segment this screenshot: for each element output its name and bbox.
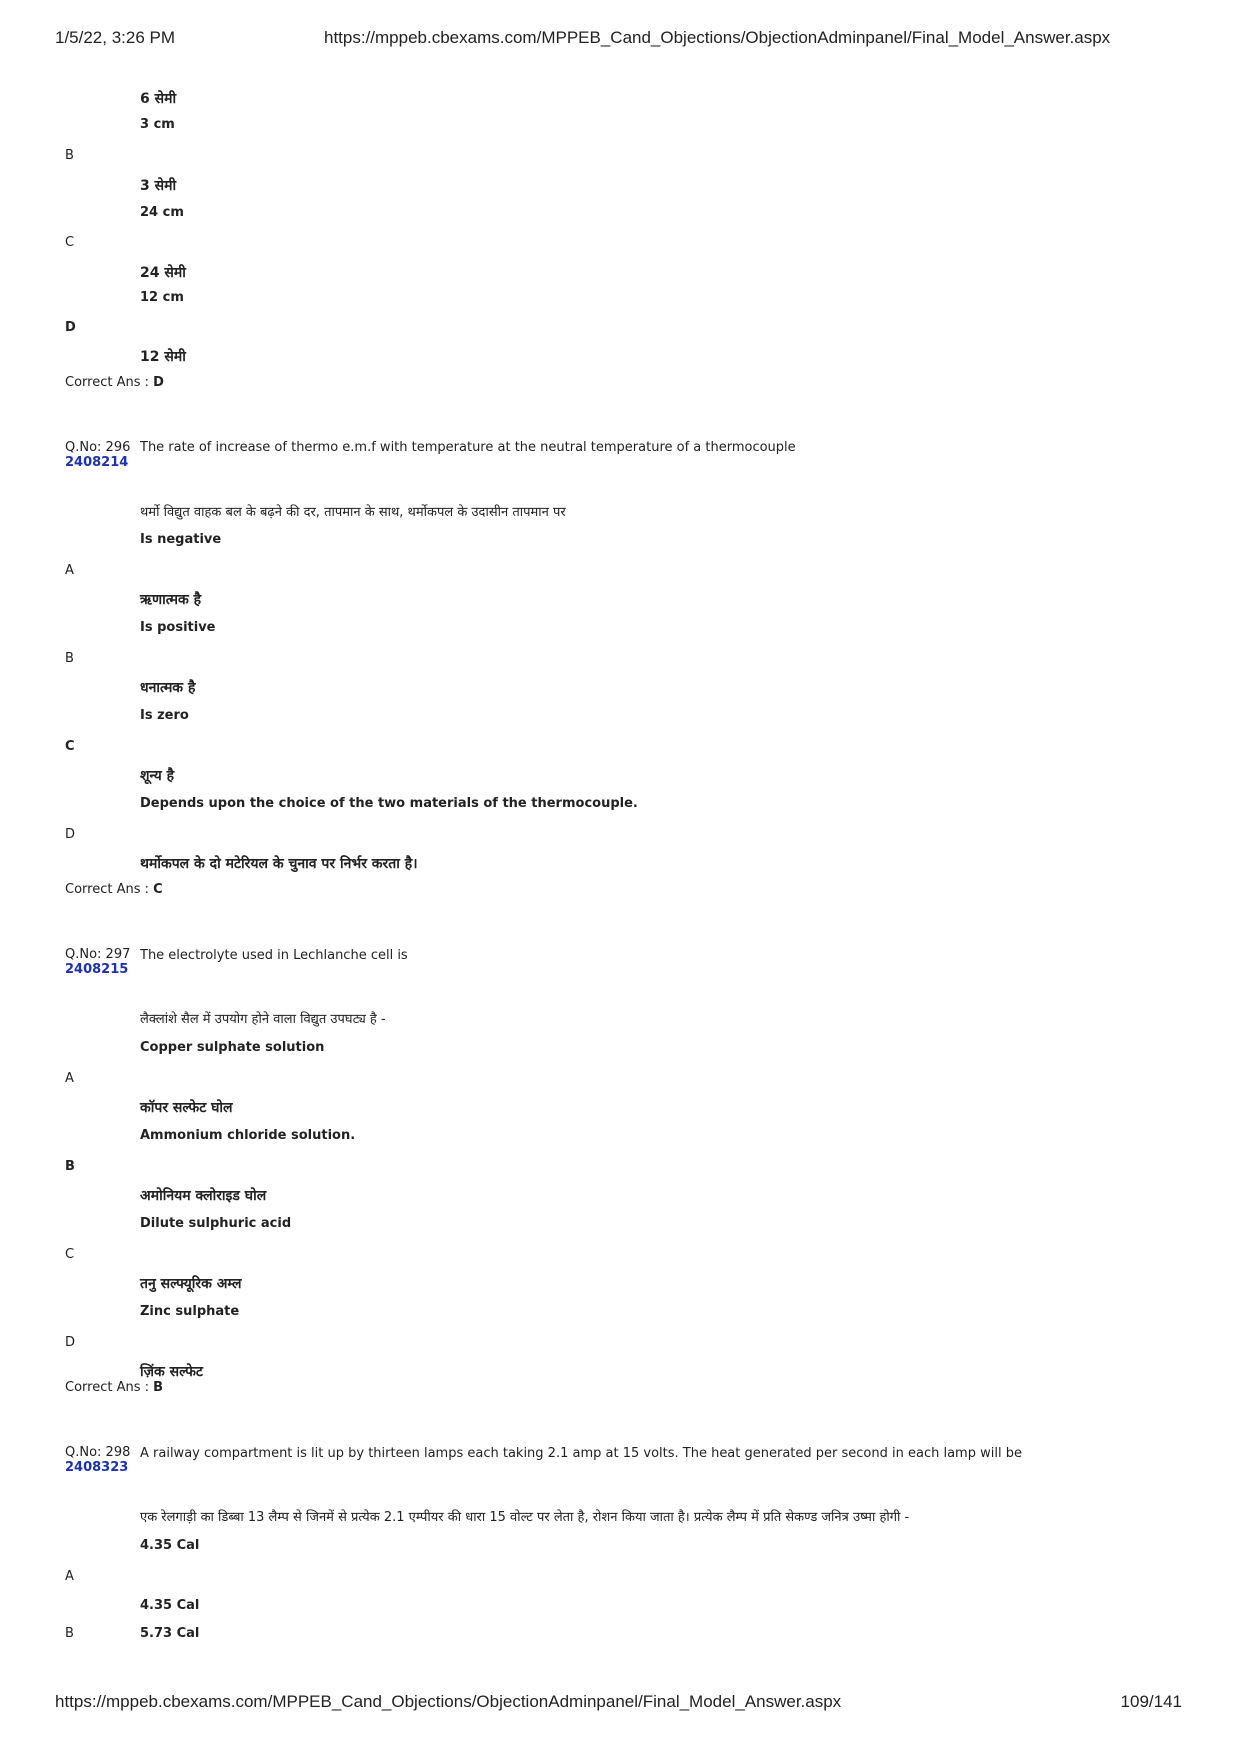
question-text: The electrolyte used in Lechlanche cell is (140, 948, 408, 963)
option-letter: C (65, 739, 75, 754)
question-number: Q.No: 297 2408215 (65, 947, 131, 977)
option-letter: B (65, 1626, 74, 1641)
print-footer (0, 1692, 1240, 1716)
option-text: 12 cm (140, 290, 184, 305)
correct-answer: Correct Ans : C (65, 882, 163, 897)
correct-answer: Correct Ans : B (65, 1380, 164, 1395)
option-text: Copper sulphate solution (140, 1040, 325, 1055)
option-text: 3 cm (140, 117, 175, 132)
option-text: Is positive (140, 620, 216, 635)
option-text: Dilute sulphuric acid (140, 1216, 292, 1231)
option-text: Is negative (140, 532, 222, 547)
option-letter: D (65, 320, 76, 335)
question-number: Q.No: 298 2408323 (65, 1445, 131, 1475)
option-letter: D (65, 1335, 76, 1350)
print-datetime: 1/5/22, 3:26 PM (55, 28, 176, 47)
option-text: 4.35 Cal (140, 1538, 200, 1553)
question-text: The rate of increase of thermo e.m.f with temperature at the neutral temperature of a thermocouple (140, 440, 796, 455)
option-letter: B (65, 1159, 75, 1174)
option-text-hindi: थर्मोकपल के दो मटेरियल के चुनाव पर निर्भर करता है। (140, 856, 418, 872)
option-text-hindi: तनु सल्फ्यूरिक अम्ल (140, 1276, 242, 1292)
option-letter: A (65, 563, 74, 578)
option-text-hindi: 24 सेमी (140, 265, 186, 281)
option-text-hindi: ज़िंक सल्फेट (140, 1364, 203, 1380)
option-letter: C (65, 1247, 75, 1262)
option-text-hindi: 6 सेमी (140, 91, 177, 107)
question-text-hindi: थर्मो विद्युत वाहक बल के बढ़ने की दर, तापमान के साथ, थर्मोकपल के उदासीन तापमान पर (140, 505, 566, 520)
option-text: 24 cm (140, 205, 184, 220)
option-letter: D (65, 827, 76, 842)
option-text: Ammonium chloride solution. (140, 1128, 356, 1143)
option-text-hindi: अमोनियम क्लोराइड घोल (140, 1188, 267, 1204)
question-text-hindi: एक रेलगाड़ी का डिब्बा 13 लैम्प से जिनमें से प्रत्येक 2.1 एम्पीयर की धारा 15 वोल्ट पर लेता है, रोशन किया जाता है। प्रत्येक लैम्प में प्रति सेकण्ड जनित्र उष्मा होगी - (140, 1510, 910, 1525)
option-letter: A (65, 1071, 74, 1086)
question-id: 2408323 (65, 1460, 129, 1475)
page-number: 109/141 (1120, 1692, 1182, 1711)
option-text: Depends upon the choice of the two materials of the thermocouple. (140, 796, 638, 811)
option-letter: C (65, 235, 75, 250)
print-url: https://mppeb.cbexams.com/MPPEB_Cand_Objections/ObjectionAdminpanel/Final_Model_Answer.aspx (324, 28, 1111, 47)
question-text: A railway compartment is lit up by thirteen lamps each taking 2.1 amp at 15 volts. The heat generated per second in each lamp will be (140, 1446, 1022, 1461)
option-letter: B (65, 148, 74, 163)
question-id: 2408214 (65, 455, 129, 470)
correct-answer: Correct Ans : D (65, 375, 164, 390)
option-text: Is zero (140, 708, 189, 723)
option-text: 4.35 Cal (140, 1598, 200, 1613)
option-text-hindi: 12 सेमी (140, 349, 186, 365)
question-number: Q.No: 296 2408214 (65, 440, 131, 470)
question-text-hindi: लैक्लांशे सैल में उपयोग होने वाला विद्युत उपघट्य है - (140, 1012, 386, 1027)
option-text-hindi: कॉपर सल्फेट घोल (140, 1100, 233, 1116)
question-id: 2408215 (65, 962, 129, 977)
option-letter: A (65, 1569, 74, 1584)
option-text-hindi: 3 सेमी (140, 178, 177, 194)
print-header (0, 28, 1240, 52)
option-text-hindi: ऋणात्मक है (140, 592, 202, 608)
option-text: Zinc sulphate (140, 1304, 240, 1319)
option-text: 5.73 Cal (140, 1626, 200, 1641)
option-text-hindi: शून्य है (140, 768, 175, 784)
print-footer-url: https://mppeb.cbexams.com/MPPEB_Cand_Objections/ObjectionAdminpanel/Final_Model_Answer.aspx (55, 1692, 842, 1711)
option-text-hindi: धनात्मक है (140, 680, 196, 696)
option-letter: B (65, 651, 74, 666)
